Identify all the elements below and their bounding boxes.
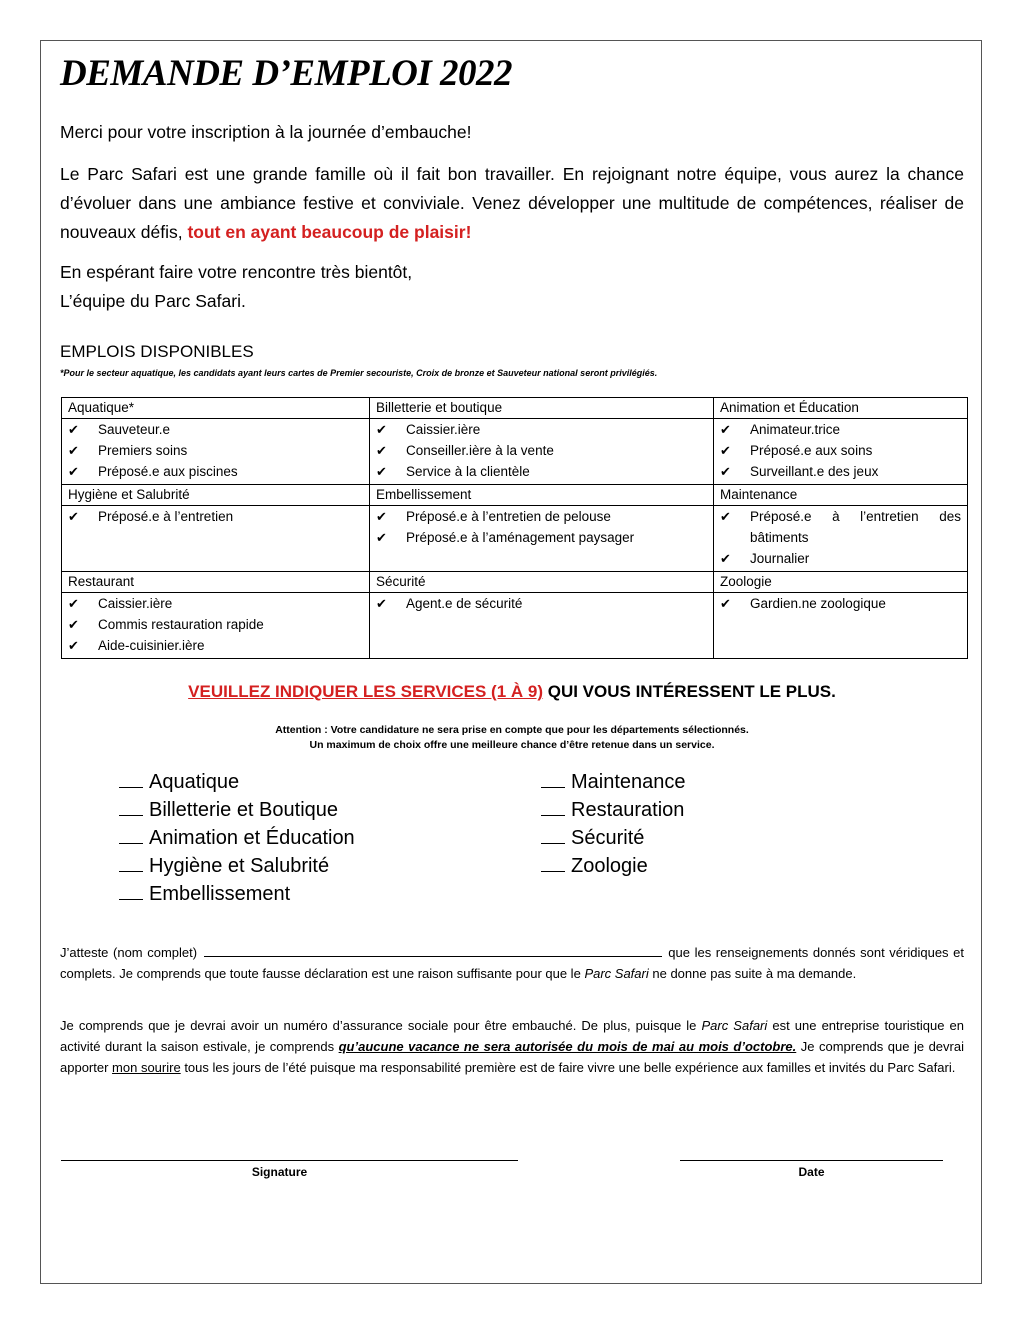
nas-part1: Je comprends que je devrai avoir un numéro d’assurance sociale pour être embauché. De plus, puisque le bbox=[60, 1018, 697, 1033]
job-title: Commis restauration rapide bbox=[98, 617, 264, 632]
checkmark-icon: ✔ bbox=[376, 422, 387, 437]
job-title: Caissier.ière bbox=[406, 422, 481, 437]
full-name-field[interactable] bbox=[204, 943, 662, 957]
attestation-end: ne donne pas suite à ma demande. bbox=[652, 966, 857, 981]
job-title: Préposé.e à l’entretien bbox=[98, 509, 234, 524]
job-list-item bbox=[376, 440, 707, 461]
checkmark-icon: ✔ bbox=[68, 443, 79, 458]
rank-blank-field[interactable] bbox=[541, 801, 565, 816]
date-label: Date bbox=[798, 1165, 825, 1179]
attestation-paragraph bbox=[60, 942, 964, 984]
service-choice bbox=[119, 824, 355, 852]
jobs-heading: EMPLOIS DISPONIBLES bbox=[60, 342, 254, 361]
service-choice-label: Maintenance bbox=[571, 771, 686, 793]
service-choice bbox=[541, 852, 686, 880]
job-list-item bbox=[376, 419, 707, 440]
job-list-cell bbox=[714, 506, 968, 572]
attestation-text: que les renseignements donnés sont véridiques et complets. Je comprends que toute fausse déclaration est une raison suffisante pour que le bbox=[60, 945, 964, 981]
intro-highlight: tout en ayant beaucoup de plaisir! bbox=[187, 222, 472, 242]
job-category-header: Zoologie bbox=[714, 572, 968, 593]
service-choice-label: Billetterie et Boutique bbox=[149, 799, 339, 821]
service-choice bbox=[119, 796, 355, 824]
job-category-header: Sécurité bbox=[370, 572, 714, 593]
checkmark-icon: ✔ bbox=[376, 443, 387, 458]
rank-blank-field[interactable] bbox=[119, 801, 143, 816]
job-title: Conseiller.ière à la vente bbox=[406, 443, 554, 458]
intro-paragraph bbox=[60, 160, 964, 247]
job-list-item bbox=[720, 419, 961, 440]
service-choice-label: Zoologie bbox=[571, 855, 648, 877]
rank-blank-field[interactable] bbox=[119, 885, 143, 900]
jobs-table bbox=[61, 397, 968, 659]
job-list-item bbox=[376, 461, 707, 482]
services-heading-rest: QUI VOUS INTÉRESSENT LE PLUS. bbox=[543, 682, 836, 701]
service-choice bbox=[541, 824, 686, 852]
rank-blank-field[interactable] bbox=[119, 773, 143, 788]
signature-line[interactable] bbox=[61, 1160, 518, 1161]
nas-paragraph bbox=[60, 1015, 964, 1078]
attention-line-1: Attention : Votre candidature ne sera prise en compte que pour les départements sélectionnés. bbox=[275, 724, 749, 736]
checkmark-icon: ✔ bbox=[720, 443, 731, 458]
job-list-item bbox=[376, 527, 707, 548]
job-list-cell bbox=[714, 593, 968, 659]
job-list-item bbox=[720, 461, 961, 482]
service-choices-right bbox=[541, 768, 686, 880]
checkmark-icon: ✔ bbox=[376, 509, 387, 524]
service-choice bbox=[541, 768, 686, 796]
service-choice bbox=[119, 768, 355, 796]
checkmark-icon: ✔ bbox=[68, 617, 79, 632]
job-list-item bbox=[376, 506, 707, 527]
job-list-item bbox=[720, 506, 961, 548]
job-list-cell bbox=[370, 419, 714, 485]
date-line[interactable] bbox=[680, 1160, 943, 1161]
job-list-item bbox=[720, 548, 961, 569]
job-list-item bbox=[68, 461, 363, 482]
job-title: Surveillant.e des jeux bbox=[750, 464, 879, 479]
job-category-header: Animation et Éducation bbox=[714, 398, 968, 419]
nas-part3: Je comprends que je devrai apporter bbox=[60, 1039, 964, 1075]
job-list-item bbox=[68, 440, 363, 461]
checkmark-icon: ✔ bbox=[376, 530, 387, 545]
nas-part2: est une entreprise touristique en activité durant la saison estivale, je comprends bbox=[60, 1018, 964, 1054]
job-list-item bbox=[68, 506, 363, 527]
signature-label: Signature bbox=[251, 1165, 308, 1179]
job-list-cell bbox=[370, 506, 714, 572]
job-category-header: Maintenance bbox=[714, 485, 968, 506]
job-title: Préposé.e à l’entretien de pelouse bbox=[406, 509, 611, 524]
aquatic-note: *Pour le secteur aquatique, les candidats ayant leurs cartes de Premier secouriste, Croix de bronze et Sauveteur national seront privilégiés. bbox=[60, 368, 658, 378]
checkmark-icon: ✔ bbox=[68, 464, 79, 479]
job-title: Service à la clientèle bbox=[406, 464, 530, 479]
vacation-notice: qu’aucune vacance ne sera autorisée du mois de mai au mois d’octobre. bbox=[338, 1039, 797, 1054]
checkmark-icon: ✔ bbox=[68, 638, 79, 653]
service-choice-label: Sécurité bbox=[571, 827, 645, 849]
job-title: Sauveteur.e bbox=[98, 422, 171, 437]
service-choice-label: Animation et Éducation bbox=[149, 827, 355, 849]
services-heading bbox=[0, 682, 1024, 702]
job-title: Préposé.e aux piscines bbox=[98, 464, 238, 479]
service-choice-label: Embellissement bbox=[149, 883, 291, 905]
job-title: Premiers soins bbox=[98, 443, 188, 458]
thanks-text: Merci pour votre inscription à la journée d’embauche! bbox=[60, 122, 472, 142]
rank-blank-field[interactable] bbox=[541, 829, 565, 844]
service-choice-label: Aquatique bbox=[149, 771, 240, 793]
attention-note bbox=[0, 723, 1024, 753]
checkmark-icon: ✔ bbox=[720, 596, 731, 611]
checkmark-icon: ✔ bbox=[720, 509, 731, 524]
park-name: Parc Safari bbox=[701, 1018, 768, 1033]
job-list-cell bbox=[62, 506, 370, 572]
nas-part4: tous les jours de l’été puisque ma responsabilité première est de faire vivre une belle expérience aux familles et invités du Parc Safari. bbox=[184, 1060, 956, 1075]
checkmark-icon: ✔ bbox=[720, 464, 731, 479]
service-choices-left bbox=[119, 768, 355, 908]
checkmark-icon: ✔ bbox=[720, 422, 731, 437]
closing-line-1: En espérant faire votre rencontre très bientôt, bbox=[60, 262, 413, 282]
checkmark-icon: ✔ bbox=[68, 422, 79, 437]
intro-text: Le Parc Safari est une grande famille où il fait bon travailler. En rejoignant notre équipe, vous aurez la chance d’évoluer dans une ambiance festive et conviviale. Venez développer une multitude de compétences, réaliser de nouveaux défis, bbox=[60, 164, 964, 242]
services-heading-red: VEUILLEZ INDIQUER LES SERVICES (1 À 9) bbox=[188, 682, 544, 701]
smile-text: mon sourire bbox=[112, 1060, 181, 1075]
job-category-header: Hygiène et Salubrité bbox=[62, 485, 370, 506]
park-name: Parc Safari bbox=[584, 966, 649, 981]
job-list-item bbox=[720, 440, 961, 461]
rank-blank-field[interactable] bbox=[119, 829, 143, 844]
job-title: Préposé.e à l’entretien des bâtiments bbox=[750, 509, 961, 545]
service-choice-label: Restauration bbox=[571, 799, 685, 821]
job-category-header: Aquatique* bbox=[62, 398, 370, 419]
page-title: DEMANDE D’EMPLOI 2022 bbox=[60, 53, 513, 94]
job-title: Préposé.e à l’aménagement paysager bbox=[406, 530, 635, 545]
job-title: Journalier bbox=[750, 551, 810, 566]
job-list-item bbox=[68, 635, 363, 656]
job-list-item bbox=[376, 593, 707, 614]
checkmark-icon: ✔ bbox=[720, 551, 731, 566]
service-choice-label: Hygiène et Salubrité bbox=[149, 855, 330, 877]
job-list-item bbox=[68, 593, 363, 614]
attention-line-2: Un maximum de choix offre une meilleure chance d’être retenue dans un service. bbox=[309, 739, 715, 751]
job-title: Gardien.ne zoologique bbox=[750, 596, 886, 611]
attestation-prefix: J’atteste (nom complet) bbox=[60, 945, 198, 960]
job-category-header: Embellissement bbox=[370, 485, 714, 506]
job-list-cell bbox=[62, 593, 370, 659]
job-title: Caissier.ière bbox=[98, 596, 173, 611]
service-choice bbox=[541, 796, 686, 824]
closing-line-2: L’équipe du Parc Safari. bbox=[60, 291, 246, 311]
rank-blank-field[interactable] bbox=[541, 857, 565, 872]
rank-blank-field[interactable] bbox=[541, 773, 565, 788]
job-title: Animateur.trice bbox=[750, 422, 841, 437]
job-title: Agent.e de sécurité bbox=[406, 596, 523, 611]
job-list-cell bbox=[370, 593, 714, 659]
service-choice bbox=[119, 880, 355, 908]
job-list-item bbox=[68, 614, 363, 635]
job-category-header: Restaurant bbox=[62, 572, 370, 593]
service-choice bbox=[119, 852, 355, 880]
job-list-cell bbox=[714, 419, 968, 485]
job-list-cell bbox=[62, 419, 370, 485]
job-list-item bbox=[720, 593, 961, 614]
closing-text bbox=[60, 258, 964, 316]
job-list-item bbox=[68, 419, 363, 440]
checkmark-icon: ✔ bbox=[68, 596, 79, 611]
checkmark-icon: ✔ bbox=[376, 596, 387, 611]
rank-blank-field[interactable] bbox=[119, 857, 143, 872]
checkmark-icon: ✔ bbox=[68, 509, 79, 524]
checkmark-icon: ✔ bbox=[376, 464, 387, 479]
job-title: Préposé.e aux soins bbox=[750, 443, 873, 458]
job-category-header: Billetterie et boutique bbox=[370, 398, 714, 419]
job-title: Aide-cuisinier.ière bbox=[98, 638, 205, 653]
